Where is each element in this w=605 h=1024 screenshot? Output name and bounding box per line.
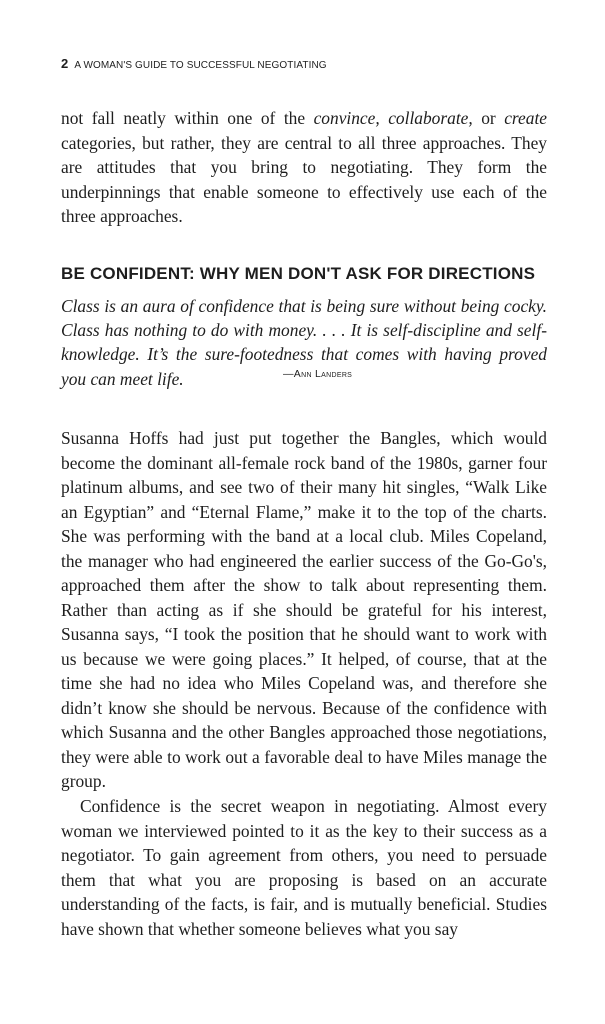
running-head — [61, 56, 327, 71]
intro-paragraph — [61, 106, 547, 229]
page-number: 2 — [61, 56, 69, 71]
section-heading: BE CONFIDENT: WHY MEN DON'T ASK FOR DIRECTIONS — [61, 264, 536, 283]
body-paragraph-bangles: Susanna Hoffs had just put together the Bangles, which would become the dominant all-female rock band of the 1980s, garner four platinum albums, and see two of their many hit singles, “Walk Like an Egyptian” and “Eternal Flame,” make it to the top of the charts. She was performing with the band at a local club. Miles Copeland, the manager who had engineered the earlier success of the Go-Go's, approached them after the show to talk about representing them. Rather than acting as if she should be grateful for his interest, Susanna says, “I took the position that he should want to work with us because we were going places.” It helped, of course, that at the time she had no idea who Miles Copeland was, and therefore she didn’t know she should be nervous. Because of the confidence with which Susanna and the other Bangles approached those negotiations, they were able to work out a favorable deal to have Miles manage the group. — [61, 428, 547, 791]
intro-term-create: create — [504, 108, 548, 128]
epigraph-attribution: —Ann Landers — [283, 368, 353, 380]
intro-term-convince-collaborate: convince, collaborate, — [313, 108, 473, 128]
intro-text-part-3: categories, but rather, they are central to all three approaches. They are attitudes that you bring to negotiating. They form the underpinnings that enable someone to effectively use each of the three approaches. — [61, 132, 547, 226]
book-title: A WOMAN'S GUIDE TO SUCCESSFUL NEGOTIATING — [74, 60, 327, 71]
intro-text-part-2: or — [472, 108, 505, 128]
body-paragraph-confidence: Confidence is the secret weapon in negotiating. Almost every woman we interviewed pointed to it as the key to their success as a negotiator. To gain agreement from others, you need to persuade them that what you are proposing is based on an accurate understanding of the facts, is fair, and is mutually beneficial. Studies have shown that whether someone believes what you say — [61, 796, 547, 939]
intro-text-part-1: not fall neatly within one of the — [61, 108, 314, 128]
epigraph-quote: Class is an aura of confidence that is being sure without being cocky. Class has nothing to do with money. . . . It is self-discipline and self-knowledge. It’s the sure-footedness that comes with having proved you can meet life. — [61, 296, 547, 389]
